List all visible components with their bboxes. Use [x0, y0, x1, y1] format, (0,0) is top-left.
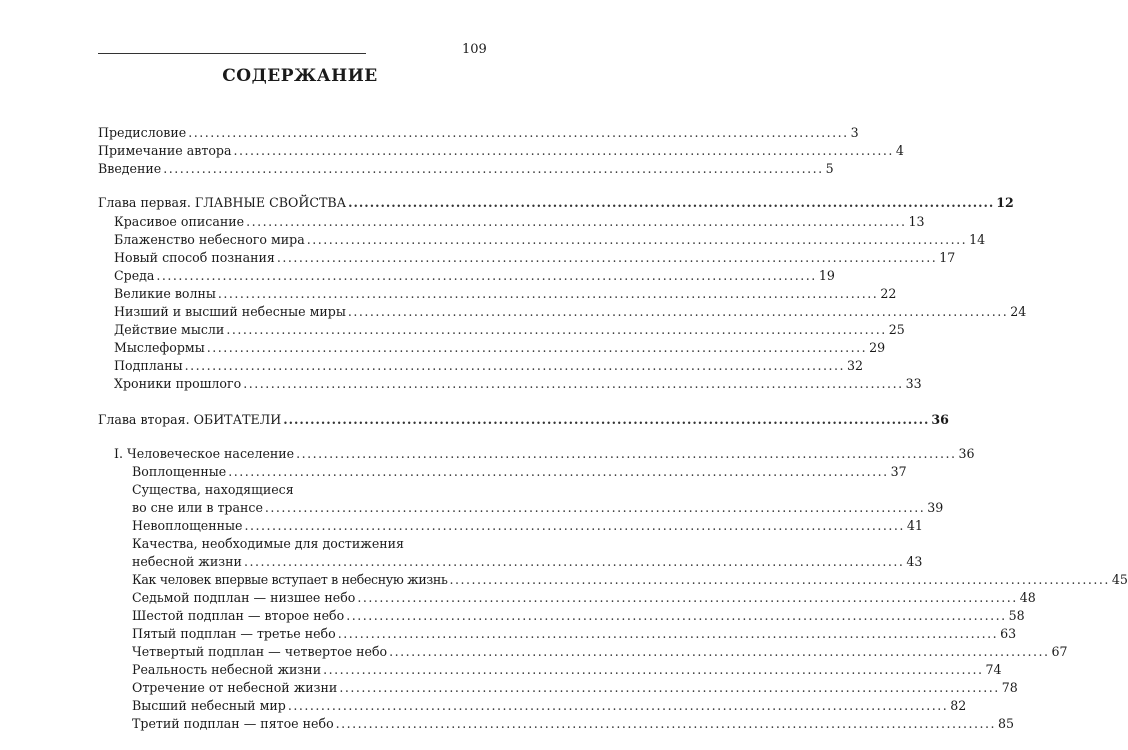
toc-entry [98, 143, 904, 159]
toc-entry-page: 12 [996, 195, 1014, 210]
toc-entry-page: 4 [895, 143, 904, 158]
toc-entry-page: 67 [1051, 644, 1068, 659]
leader-dots: ........................................................................................................................ [188, 125, 849, 140]
toc-entry [114, 250, 956, 266]
toc-entry [114, 446, 975, 462]
toc-entry-title: Мыслеформы [114, 340, 205, 355]
toc-entry-title: Низший и высший небесные миры [114, 304, 346, 319]
toc-entry [114, 232, 986, 248]
toc-entry-title: Действие мысли [114, 322, 225, 337]
toc-entry-title: Высший небесный мир [132, 698, 286, 713]
toc-entry [132, 608, 1025, 624]
header-rule [98, 53, 366, 54]
toc-entry-title: Глава первая. ГЛАВНЫЕ СВОЙСТВА [98, 195, 347, 210]
leader-dots: ........................................................................................................................ [233, 143, 894, 158]
toc-entry-title: Красивое описание [114, 214, 245, 229]
toc-entry-title: Третий подплан — пятое небо [132, 716, 334, 731]
toc-entry-page: 22 [880, 286, 897, 301]
toc-entry-title: Воплощенные [132, 464, 227, 479]
toc-entry-title: Седьмой подплан — низшее небо [132, 590, 356, 605]
toc-entry [132, 626, 1017, 642]
toc-entry [98, 125, 859, 141]
toc-entry-page: 39 [927, 500, 944, 515]
toc-entry-title: Отречение от небесной жизни [132, 680, 338, 695]
toc-entry-page: 29 [869, 340, 886, 355]
toc-entry-page: 58 [1008, 608, 1025, 623]
toc-entry-title: Четвертый подплан — четвертое небо [132, 644, 388, 659]
toc-entry [132, 590, 1036, 606]
leader-dots: ........................................................................................................................ [357, 590, 1018, 605]
toc-entry-page: 14 [969, 232, 986, 247]
toc-entry-title: Пятый подплан — третье небо [132, 626, 336, 641]
toc-entry-title: Великие волны [114, 286, 216, 301]
toc-entry-title: Подпланы [114, 358, 183, 373]
toc-entry [114, 358, 864, 374]
leader-dots: ........................................................................................................................ [243, 554, 905, 569]
leader-dots: ........................................................................................................................ [246, 214, 907, 229]
toc-entry-page: 78 [1001, 680, 1018, 695]
toc-entry-page: 25 [888, 322, 905, 337]
toc-entry-title: I. Человеческое население [114, 446, 295, 461]
leader-dots: ........................................................................................................................ [217, 286, 879, 301]
toc-entry-title: во сне или в трансе [132, 500, 263, 515]
leader-dots: ........................................................................................................................ [287, 698, 949, 713]
leader-dots: ........................................................................................................................ [339, 680, 1000, 695]
toc-entry-title: Блаженство небесного мира [114, 232, 305, 247]
toc-entry-page: 13 [908, 214, 925, 229]
toc-entry-title: Глава вторая. ОБИТАТЕЛИ [98, 412, 282, 427]
toc-entry-page: 63 [1000, 626, 1017, 641]
toc-entry [132, 518, 923, 534]
toc-entry-page: 36 [958, 446, 975, 461]
toc-entry-page: 36 [931, 412, 949, 427]
toc-entry-page: 19 [818, 268, 835, 283]
leader-dots: ........................................................................................................................ [348, 195, 995, 210]
toc-entry [132, 662, 1002, 678]
toc-entry [132, 464, 907, 480]
leader-dots: ........................................................................................................................ [163, 161, 824, 176]
toc-chapter [98, 195, 1014, 211]
leader-dots: ........................................................................................................................ [243, 376, 904, 391]
toc-entry-page: 41 [906, 518, 923, 533]
leader-dots: ........................................................................................................................ [296, 446, 957, 461]
leader-dots: ........................................................................................................................ [337, 626, 999, 641]
page-number: 109 [462, 42, 487, 57]
leader-dots: ........................................................................................................................ [276, 250, 938, 265]
toc-entry-page: 37 [890, 464, 907, 479]
toc-chapter [98, 412, 949, 428]
toc-entry-page: 3 [850, 125, 859, 140]
toc-entry-page: 82 [950, 698, 967, 713]
toc-entry-title-line: Качества, необходимые для достижения [132, 536, 405, 551]
leader-dots: ........................................................................................................................ [323, 662, 984, 677]
leader-dots: ........................................................................................................................ [156, 268, 817, 283]
leader-dots: ........................................................................................................................ [244, 518, 905, 533]
toc-entry-title: Невоплощенные [132, 518, 243, 533]
toc-entry-title: Реальность небесной жизни [132, 662, 322, 677]
toc-entry [132, 644, 1068, 660]
leader-dots: ........................................................................................................................ [206, 340, 868, 355]
toc-entry [114, 268, 835, 284]
toc-entry-page: 5 [825, 161, 834, 176]
toc-entry-page: 74 [985, 662, 1002, 677]
page-title: СОДЕРЖАНИЕ [222, 66, 378, 86]
toc-entry-title: Как человек впервые вступает в небесную жизнь [132, 572, 448, 587]
leader-dots: ........................................................................................................................ [264, 500, 926, 515]
leader-dots: ........................................................................................................................ [184, 358, 846, 373]
toc-entry [132, 572, 1128, 588]
leader-dots: ........................................................................................................................ [389, 644, 1050, 659]
toc-entry-page: 17 [939, 250, 956, 265]
toc-entry-title: Предисловие [98, 125, 187, 140]
toc-entry-page: 45 [1111, 572, 1128, 587]
leader-dots: ........................................................................................................................ [346, 608, 1007, 623]
toc-entry-title: Шестой подплан — второе небо [132, 608, 345, 623]
toc-entry-title: Новый способ познания [114, 250, 275, 265]
toc-entry-page: 48 [1019, 590, 1036, 605]
leader-dots: ........................................................................................................................ [283, 412, 930, 427]
toc-entry-page: 24 [1010, 304, 1027, 319]
toc-entry-title: Среда [114, 268, 155, 283]
toc-entry-title: небесной жизни [132, 554, 242, 569]
leader-dots: ........................................................................................................................ [228, 464, 889, 479]
leader-dots: ........................................................................................................................ [347, 304, 1009, 319]
toc-entry [132, 716, 1015, 732]
leader-dots: ........................................................................................................................ [449, 572, 1110, 587]
toc-entry [132, 698, 967, 714]
toc-entry [132, 500, 944, 516]
toc-entry-page: 85 [998, 716, 1015, 731]
toc-entry-title: Введение [98, 161, 162, 176]
leader-dots: ........................................................................................................................ [335, 716, 997, 731]
toc-entry [132, 680, 1018, 696]
toc-entry [98, 161, 834, 177]
toc-entry [114, 340, 886, 356]
toc-entry [114, 304, 1027, 320]
toc-entry-title: Примечание автора [98, 143, 232, 158]
toc-entry [114, 322, 905, 338]
toc-entry-page: 43 [906, 554, 923, 569]
toc-entry [114, 286, 897, 302]
toc-entry [114, 214, 925, 230]
leader-dots: ........................................................................................................................ [226, 322, 887, 337]
toc-entry-title: Хроники прошлого [114, 376, 242, 391]
toc-entry [114, 376, 922, 392]
toc-entry-page: 32 [847, 358, 864, 373]
toc-entry [132, 554, 923, 570]
toc-entry-page: 33 [905, 376, 922, 391]
toc-entry-title-line: Существа, находящиеся [132, 482, 294, 497]
leader-dots: ........................................................................................................................ [306, 232, 968, 247]
